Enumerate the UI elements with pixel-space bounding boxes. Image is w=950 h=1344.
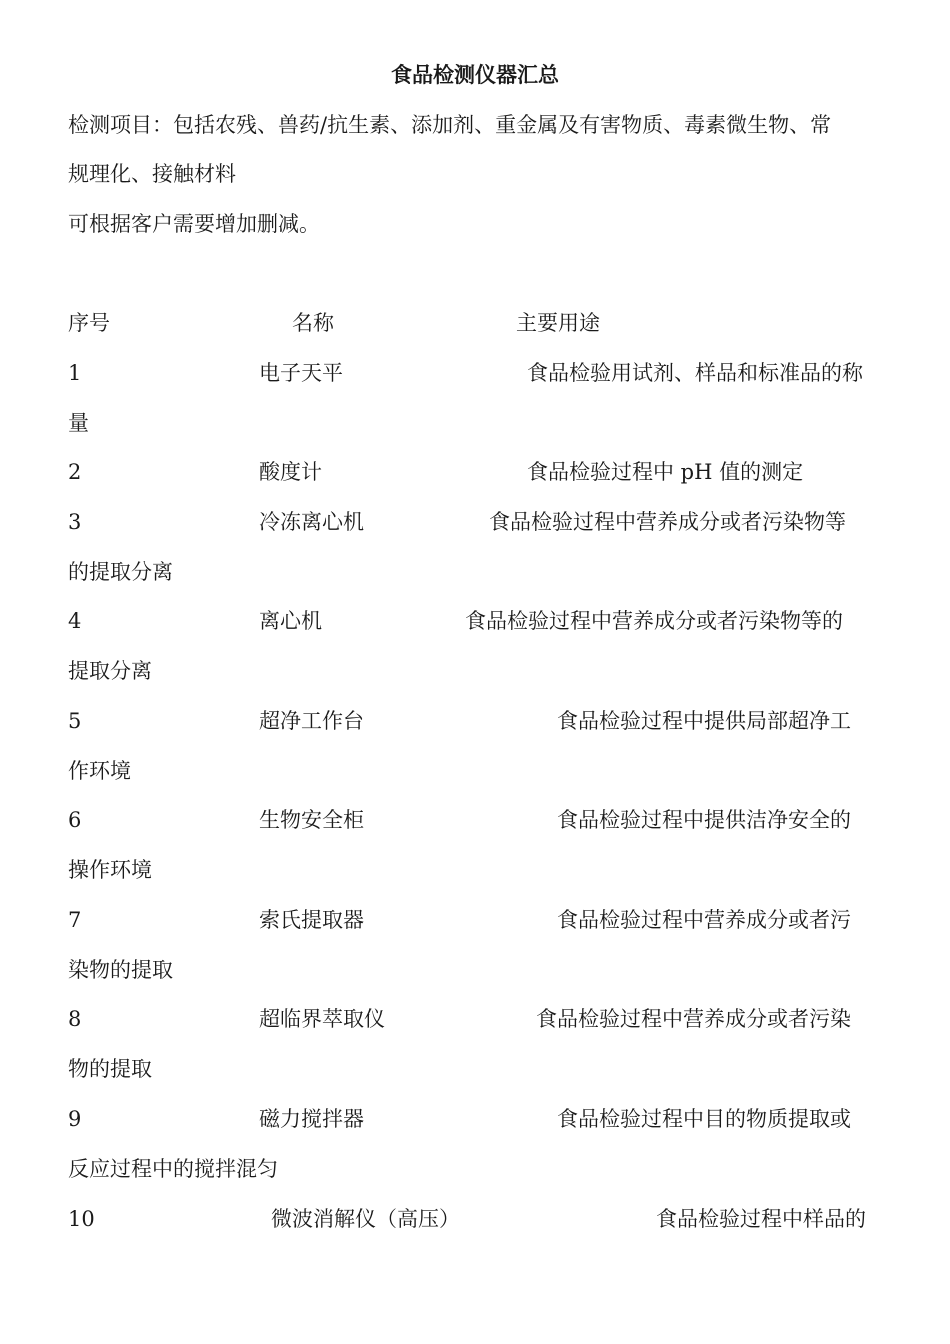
intro-line-2: 规理化、接触材料: [68, 162, 236, 186]
row-7-use-cont: 染物的提取: [68, 958, 173, 982]
row-1-name: 电子天平: [259, 361, 343, 385]
row-10-name: 微波消解仪（高压）: [271, 1207, 460, 1231]
row-9-use-cont: 反应过程中的搅拌混匀: [68, 1157, 278, 1181]
row-1-use-cont: 量: [68, 411, 89, 435]
row-3-use-cont: 的提取分离: [68, 560, 173, 584]
row-10-use: 食品检验过程中样品的: [656, 1207, 866, 1231]
header-name: 名称: [292, 311, 334, 335]
row-3-name: 冷冻离心机: [259, 510, 364, 534]
row-8-no: 8: [68, 1007, 82, 1031]
row-5-use-cont: 作环境: [68, 759, 131, 783]
row-6-use-cont: 操作环境: [68, 858, 152, 882]
intro-line-1: 检测项目：包括农残、兽药/抗生素、添加剂、重金属及有害物质、毒素微生物、常: [68, 113, 832, 137]
row-9-name: 磁力搅拌器: [259, 1107, 364, 1131]
row-1-no: 1: [68, 361, 82, 385]
row-2-no: 2: [68, 460, 82, 484]
row-3-use: 食品检验过程中营养成分或者污染物等: [489, 510, 846, 534]
row-7-name: 索氏提取器: [259, 908, 364, 932]
row-7-no: 7: [68, 908, 82, 932]
header-use: 主要用途: [516, 311, 600, 335]
row-6-name: 生物安全柜: [259, 808, 364, 832]
row-7-use: 食品检验过程中营养成分或者污: [557, 908, 851, 932]
row-5-name: 超净工作台: [259, 709, 364, 733]
row-5-use: 食品检验过程中提供局部超净工: [557, 709, 851, 733]
row-4-name: 离心机: [259, 609, 322, 633]
row-5-no: 5: [68, 709, 82, 733]
row-8-use-cont: 物的提取: [68, 1057, 152, 1081]
header-no: 序号: [68, 311, 110, 335]
row-8-use: 食品检验过程中营养成分或者污染: [536, 1007, 851, 1031]
row-6-no: 6: [68, 808, 82, 832]
row-8-name: 超临界萃取仪: [259, 1007, 385, 1031]
row-3-no: 3: [68, 510, 82, 534]
row-1-use: 食品检验用试剂、样品和标准品的称: [527, 361, 863, 385]
row-4-use-cont: 提取分离: [68, 659, 152, 683]
row-10-no: 10: [68, 1207, 95, 1231]
row-4-use: 食品检验过程中营养成分或者污染物等的: [465, 609, 843, 633]
intro-note: 可根据客户需要增加删减。: [68, 212, 320, 236]
row-2-name: 酸度计: [259, 460, 322, 484]
row-4-no: 4: [68, 609, 82, 633]
row-2-use: 食品检验过程中 pH 值的测定: [527, 460, 804, 484]
row-9-use: 食品检验过程中目的物质提取或: [557, 1107, 851, 1131]
row-6-use: 食品检验过程中提供洁净安全的: [557, 808, 851, 832]
document-title: 食品检测仪器汇总: [391, 62, 559, 87]
row-9-no: 9: [68, 1107, 82, 1131]
